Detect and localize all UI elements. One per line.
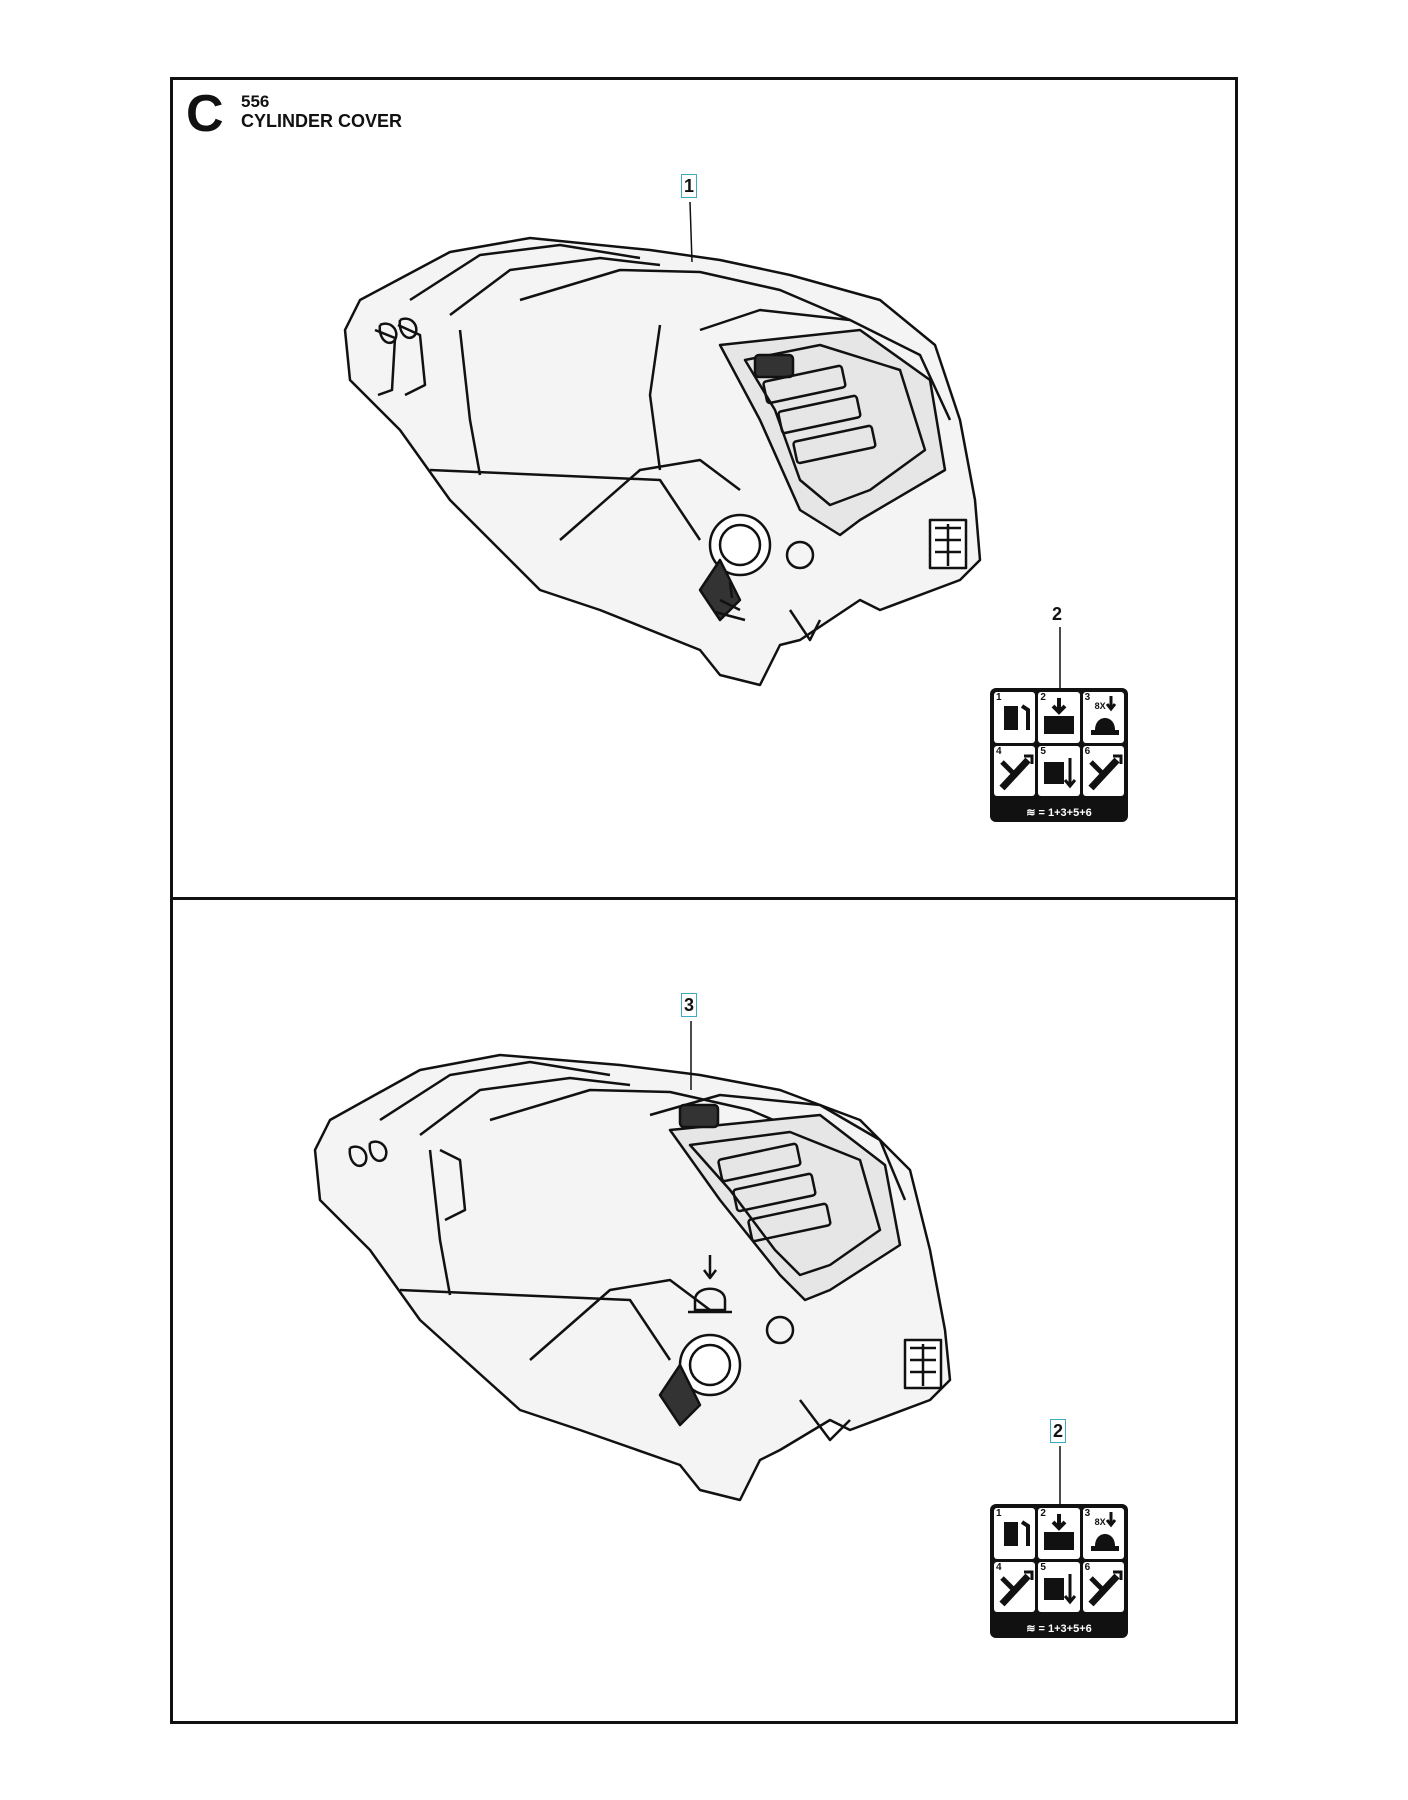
decal-cell-4 <box>994 746 1035 797</box>
callout-2-bottom: 2 <box>1050 1419 1066 1443</box>
choke-lever-icon <box>994 746 1036 796</box>
choke-lever-icon <box>994 1562 1036 1612</box>
decal-cell-number: 5 <box>1040 1561 1046 1573</box>
pull-start-icon <box>1038 746 1080 796</box>
primer-bulb-icon <box>1083 692 1125 742</box>
decal-formula: ≋ = 1+3+5+6 <box>1026 807 1092 819</box>
decal-cell-4 <box>994 1562 1035 1613</box>
decal-formula-text: = 1+3+5+6 <box>1038 807 1092 819</box>
decal-cell-number: 3 <box>1084 692 1091 703</box>
decal-cell-number: 4 <box>996 745 1002 757</box>
section-letter: C <box>186 85 224 143</box>
decal-cell-5 <box>1038 1562 1079 1613</box>
decal-cell-number: 1 <box>996 1508 1002 1519</box>
cylinder-icon <box>994 1508 1036 1558</box>
decal-cell-number: 2 <box>1040 1508 1046 1519</box>
warning-decal-top <box>990 688 1128 822</box>
decal-cell-number: 6 <box>1084 1561 1091 1573</box>
decal-cell-3 <box>1083 1508 1124 1559</box>
choke-return-icon <box>1083 746 1125 796</box>
decal-repeat-count: 8X <box>1094 701 1106 711</box>
section-title: CYLINDER COVER <box>241 111 403 131</box>
primer-bulb-icon <box>1083 1508 1125 1558</box>
callout-3: 3 <box>681 993 697 1017</box>
decal-cell-3 <box>1083 692 1124 743</box>
decal-cell-2 <box>1038 692 1079 743</box>
press-cover-icon <box>1038 1508 1080 1558</box>
decal-cell-number: 3 <box>1084 1508 1091 1519</box>
decal-repeat-count: 8X <box>1094 1517 1106 1527</box>
callout-1: 1 <box>681 174 697 198</box>
decal-cell-number: 1 <box>996 692 1002 703</box>
decal-formula-text: = 1+3+5+6 <box>1038 1623 1092 1635</box>
warning-decal-bottom <box>990 1504 1128 1638</box>
decal-cell-2 <box>1038 1508 1079 1559</box>
cylinder-cover-top <box>345 238 980 685</box>
decal-cell-number: 2 <box>1040 692 1046 703</box>
cylinder-icon <box>994 692 1036 742</box>
decal-cell-5 <box>1038 746 1079 797</box>
decal-cell-number: 6 <box>1084 745 1091 757</box>
pull-start-icon <box>1038 1562 1080 1612</box>
decal-cell-1 <box>994 1508 1035 1559</box>
choke-return-icon <box>1083 1562 1125 1612</box>
press-cover-icon <box>1038 692 1080 742</box>
decal-cell-number: 4 <box>996 1561 1002 1573</box>
cylinder-cover-bottom <box>315 1055 950 1500</box>
decal-cell-number: 5 <box>1040 745 1046 757</box>
decal-cell-1 <box>994 692 1035 743</box>
decal-formula: ≋ = 1+3+5+6 <box>1026 1623 1092 1635</box>
decal-cell-6 <box>1083 1562 1124 1613</box>
section-number: 556 <box>241 92 270 111</box>
decal-cell-6 <box>1083 746 1124 797</box>
callout-2-top: 2 <box>1052 604 1063 624</box>
